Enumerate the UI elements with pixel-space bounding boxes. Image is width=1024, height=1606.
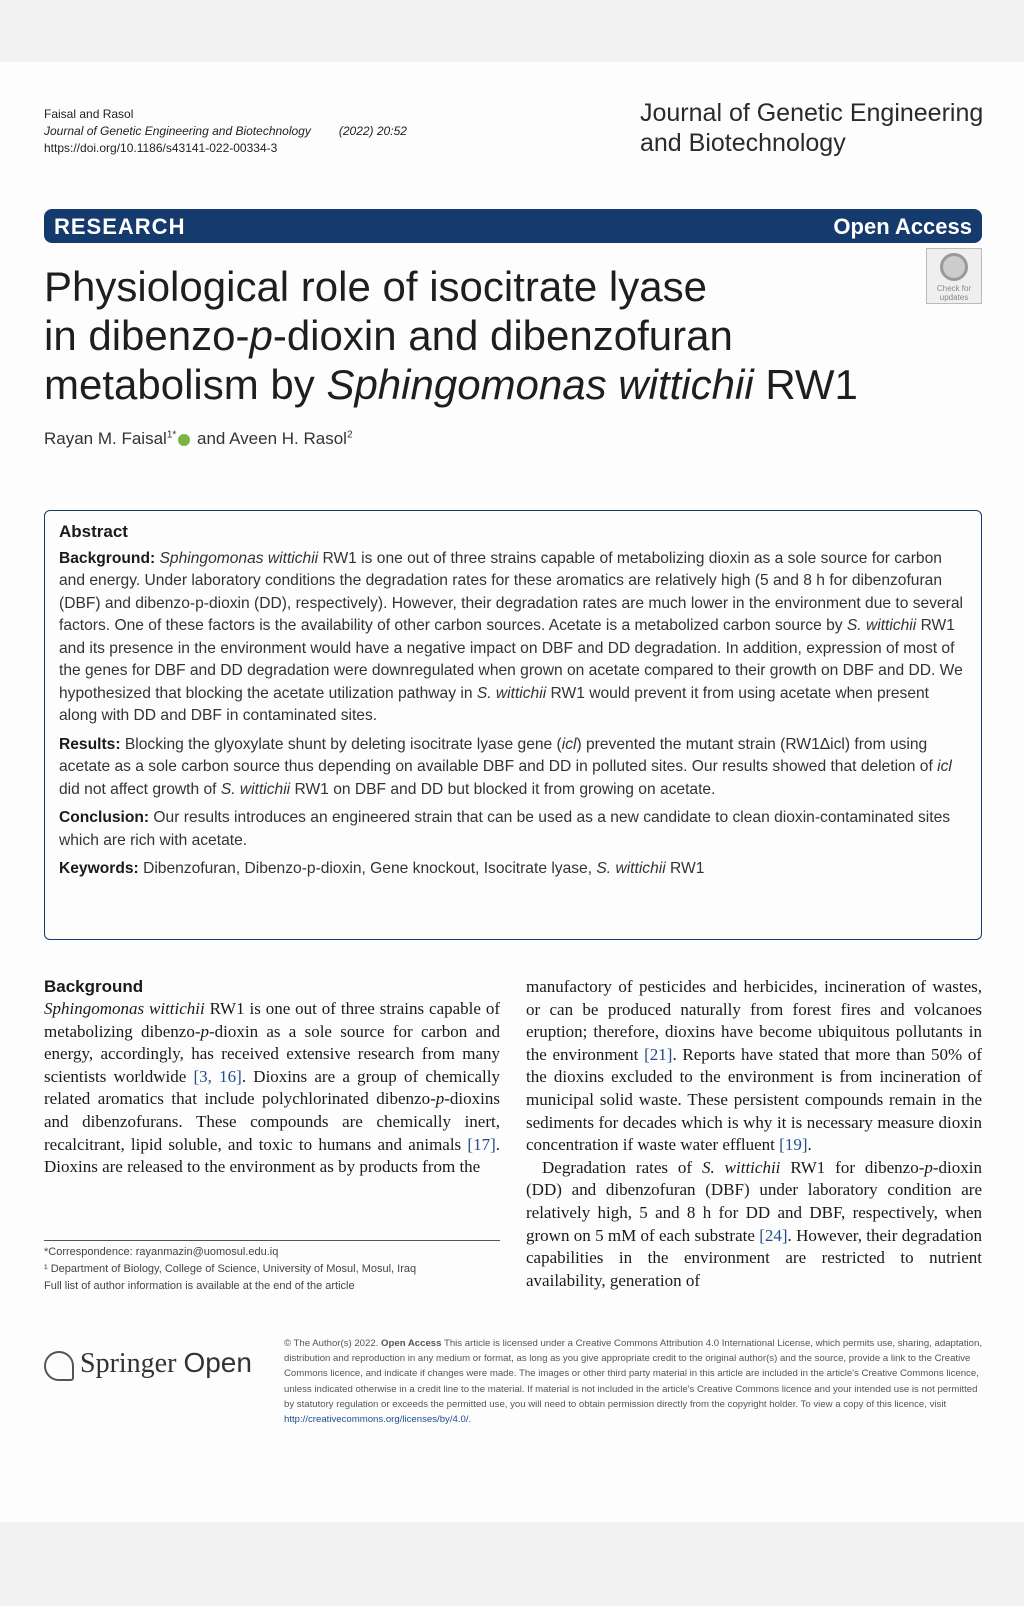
journal-title-line1: Journal of Genetic Engineering bbox=[640, 99, 984, 127]
citation-header bbox=[44, 106, 407, 157]
article-type-banner bbox=[44, 209, 982, 243]
journal-title bbox=[640, 98, 983, 158]
citation-link[interactable]: [19] bbox=[779, 1135, 808, 1155]
affiliation: ¹ Department of Biology, College of Science, University of Mosul, Mosul, Iraq bbox=[44, 1263, 417, 1275]
abstract-results: Results: Blocking the glyoxylate shunt by deleting isocitrate lyase gene (icl) prevented the mutant strain (RW1Δicl) from using acetate as a sole carbon source thus depending on available DBF and DD in polluted sites. Our results showed that deletion of icl did not affect growth of S. wittichii RW1 on DBF and DD but blocked it from growing on acetate. bbox=[59, 735, 952, 798]
citation-link[interactable]: [24] bbox=[759, 1225, 788, 1245]
title-line3: metabolism by Sphingomonas wittichii RW1 bbox=[44, 361, 858, 408]
citation-link[interactable]: [3, 16] bbox=[193, 1066, 242, 1086]
article-title bbox=[44, 262, 924, 409]
author-info-note: Full list of author information is available at the end of the article bbox=[44, 1280, 355, 1292]
citation-link[interactable]: [21] bbox=[644, 1044, 673, 1064]
body-paragraph: Sphingomonas wittichii RW1 is one out of three strains capable of metabolizing dibenzo-p-dioxin as a sole source for carbon and energy, accordingly, has received extensive research from many scientists worldwide [3, 16]. Dioxins are a group of chemically related aromatics that include polychlorinated dibenzo-p-dioxins and dibenzofurans. These compounds are chemically inert, recalcitrant, lipid soluble, and toxic to humans and animals [17]. Dioxins are released to the environment as by products from the bbox=[44, 999, 501, 1177]
abstract-heading: Abstract bbox=[59, 522, 128, 541]
doi-link[interactable]: https://doi.org/10.1186/s43141-022-00334-3 bbox=[44, 141, 278, 155]
paper-page bbox=[0, 62, 1024, 1522]
title-line2: in dibenzo-p-dioxin and dibenzofuran bbox=[44, 312, 733, 359]
abstract-conclusion: Conclusion: Our results introduces an engineered strain that can be used as a new candidate to clean dioxin-contaminated sites which are rich with acetate. bbox=[59, 809, 951, 849]
citation-link[interactable]: [17] bbox=[467, 1134, 496, 1154]
check-updates-icon bbox=[940, 253, 968, 281]
springer-open-logo: Springer Open bbox=[44, 1347, 252, 1381]
check-for-updates-badge[interactable] bbox=[926, 248, 982, 304]
footnote-divider bbox=[44, 1240, 500, 1241]
author-2[interactable]: and Aveen H. Rasol bbox=[192, 429, 347, 448]
license-text: © The Author(s) 2022. Open Access This article is licensed under a Creative Commons Attribution 4.0 International License, which permits use, sharing, adaptation, distribution and reproduction in any medium or format, as long as you give appropriate credit to the original author(s) and the source, provide a link to the Creative Commons licence, and indicate if changes were made. The images or other third party material in this article are included in the article's Creative Commons licence, unless indicated otherwise in a credit line to the material. If material is not included in the article's Creative Commons licence and your intended use is not permitted by statutory regulation or exceeds the permitted use, you will need to obtain permission directly from the copyright holder. To view a copy of this licence, visit http://creativecommons.org/licenses/by/4.0/. bbox=[284, 1338, 983, 1426]
journal-name: Journal of Genetic Engineering and Biotechnology bbox=[44, 124, 311, 138]
year-volume: (2022) 20:52 bbox=[338, 124, 407, 138]
section-heading-background: Background bbox=[44, 977, 144, 996]
correspondence: *Correspondence: rayanmazin@uomosul.edu.iq bbox=[44, 1246, 279, 1258]
license-link[interactable]: http://creativecommons.org/licenses/by/4.0/ bbox=[284, 1414, 469, 1426]
title-line1: Physiological role of isocitrate lyase bbox=[44, 263, 707, 310]
body-column-left bbox=[44, 976, 500, 1179]
abstract-background: Background: Sphingomonas wittichii RW1 is one out of three strains capable of metabolizing dioxin as a sole source for carbon and energy. Under laboratory conditions the degradation rates for these aromatics are relatively high (5 and 8 h for dibenzofuran (DBF) and dibenzo-p-dioxin (DD), respectively). However, their degradation rates are much lower in the environment due to several factors. One of these factors is the availability of other carbon sources. Acetate is a metabolized carbon source by S. wittichii RW1 and its presence in the environment would have a negative impact on DBF and DD degradation. In addition, expression of most of the genes for DBF and DD degradation were downregulated when grown on acetate compared to their growth on DBF and DD. We hypothesized that blocking the acetate utilization pathway in S. wittichii RW1 would prevent it from using acetate when present along with DD and DBF in contaminated sites. bbox=[59, 549, 963, 724]
footnotes bbox=[44, 1244, 500, 1295]
abstract-keywords: Keywords: Dibenzofuran, Dibenzo-p-dioxin, Gene knockout, Isocitrate lyase, S. wittichii RW1 bbox=[59, 860, 705, 877]
journal-title-line2: and Biotechnology bbox=[640, 129, 846, 157]
open-access-label: Open Access bbox=[833, 214, 972, 239]
badge-line1: Check for bbox=[936, 284, 972, 293]
badge-line2: updates bbox=[939, 293, 969, 302]
orcid-icon[interactable] bbox=[178, 434, 190, 446]
short-authors: Faisal and Rasol bbox=[44, 107, 134, 121]
body-paragraph: Degradation rates of S. wittichii RW1 for dibenzo-p-dioxin (DD) and dibenzofuran (DBF) under laboratory condition are relatively high, 5 and 8 h for DD and DBF, respectively, when grown on 5 mM of each substrate [24]. However, their degradation capabilities in the environment are restricted to nutrient availability, generation of bbox=[526, 1157, 982, 1290]
author-list: Rayan M. Faisal$^{1*}$ and Aveen H. Rasol$^2$ bbox=[44, 429, 353, 448]
article-type: RESEARCH bbox=[54, 214, 186, 239]
springer-horse-icon bbox=[44, 1351, 74, 1381]
author-1[interactable]: Rayan M. Faisal bbox=[44, 429, 167, 448]
body-paragraph: manufactory of pesticides and herbicides, incineration of wastes, or can be produced naturally from forest fires and volcanoes eruption; therefore, dioxins have become ubiquitous pollutants in the environment [21]. Reports have stated that more than 50% of the dioxins excluded to the environment is from incineration of municipal solid waste. These persistent compounds remain in the sediments for decades which is why it is necessary measure dioxin concentration if waste water effluent [19]. bbox=[526, 977, 982, 1155]
abstract-box bbox=[44, 510, 982, 940]
body-column-right bbox=[526, 976, 982, 1292]
